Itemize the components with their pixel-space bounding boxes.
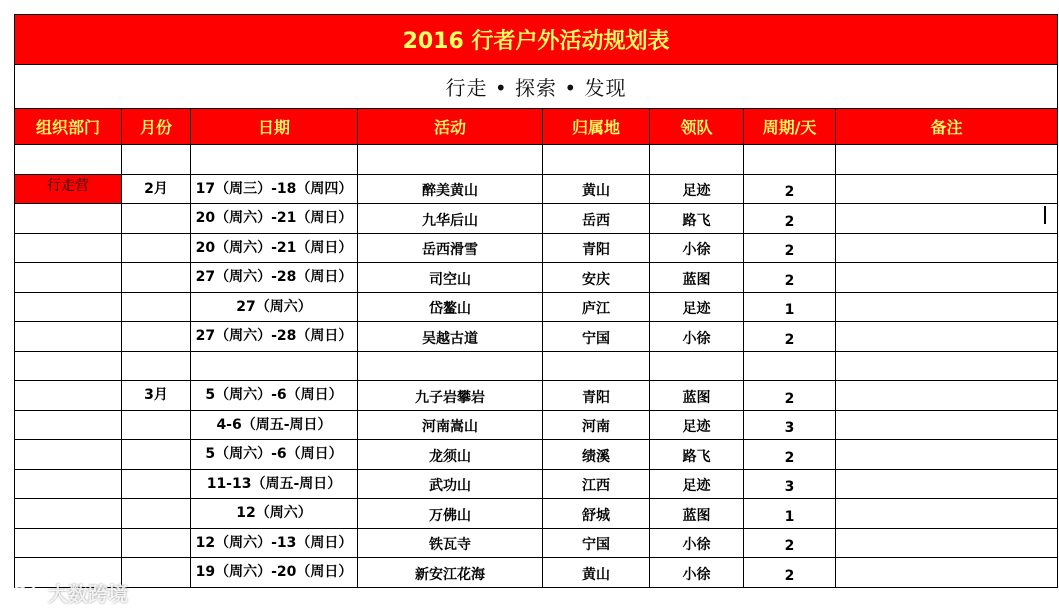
cell-notes[interactable] [836, 528, 1058, 558]
cell-dept[interactable] [15, 381, 122, 411]
cell-days[interactable] [744, 145, 836, 175]
cell-date[interactable]: 11-13（周五-周日） [191, 469, 358, 499]
cell-notes[interactable] [836, 440, 1058, 470]
cell-dept[interactable] [15, 440, 122, 470]
cell-days[interactable]: 2 [744, 263, 836, 293]
cell-dept[interactable] [15, 499, 122, 529]
cell-days[interactable]: 2 [744, 381, 836, 411]
header-leader[interactable]: 领队 [650, 109, 744, 145]
cell-days[interactable]: 2 [744, 174, 836, 204]
header-days[interactable]: 周期/天 [744, 109, 836, 145]
table-row [15, 292, 1058, 322]
cell-days[interactable]: 3 [744, 469, 836, 499]
sheet-title[interactable]: 2016 行者户外活动规划表 [15, 15, 1058, 65]
cell-location[interactable]: 舒城 [543, 499, 650, 529]
cell-notes[interactable] [836, 499, 1058, 529]
table-row [15, 233, 1058, 263]
cell-activity[interactable]: 龙须山 [358, 440, 543, 470]
cell-dept[interactable] [15, 233, 122, 263]
cell-location[interactable] [543, 351, 650, 381]
cell-notes[interactable] [836, 381, 1058, 411]
cell-location[interactable]: 庐江 [543, 292, 650, 322]
cell-location[interactable]: 安庆 [543, 263, 650, 293]
cell-days[interactable] [744, 351, 836, 381]
cell-notes[interactable] [836, 204, 1058, 234]
cell-leader[interactable] [650, 145, 744, 175]
cell-date[interactable]: 5（周六）-6（周日） [191, 381, 358, 411]
cell-days[interactable]: 2 [744, 233, 836, 263]
header-dept[interactable]: 组织部门 [15, 109, 122, 145]
cell-days[interactable]: 2 [744, 204, 836, 234]
sheet-subtitle[interactable]: 行走 • 探索 • 发现 [15, 65, 1058, 109]
cell-dept[interactable] [15, 145, 122, 175]
cell-notes[interactable] [836, 351, 1058, 381]
cell-activity[interactable]: 司空山 [358, 263, 543, 293]
cell-date[interactable]: 20（周六）-21（周日） [191, 233, 358, 263]
cell-month[interactable] [122, 410, 191, 440]
cell-days[interactable]: 2 [744, 440, 836, 470]
cell-location[interactable]: 青阳 [543, 233, 650, 263]
cell-days[interactable]: 2 [744, 528, 836, 558]
cell-month[interactable] [122, 292, 191, 322]
cell-leader[interactable]: 足迹 [650, 292, 744, 322]
table-row [15, 499, 1058, 529]
cell-dept[interactable] [15, 469, 122, 499]
cell-location[interactable]: 宁国 [543, 322, 650, 352]
cell-date[interactable] [191, 351, 358, 381]
cell-dept[interactable] [15, 351, 122, 381]
cloud-logo-icon [8, 582, 42, 604]
cell-month[interactable] [122, 469, 191, 499]
header-location[interactable]: 归属地 [543, 109, 650, 145]
cell-notes[interactable] [836, 145, 1058, 175]
table-row [15, 204, 1058, 234]
cell-date[interactable]: 17（周三）-18（周四） [191, 174, 358, 204]
header-row [15, 109, 1058, 145]
cell-month[interactable] [122, 351, 191, 381]
cell-location[interactable]: 宁国 [543, 528, 650, 558]
cell-days[interactable]: 2 [744, 558, 836, 588]
cell-month[interactable] [122, 204, 191, 234]
cell-date[interactable]: 5（周六）-6（周日） [191, 440, 358, 470]
cell-date[interactable]: 20（周六）-21（周日） [191, 204, 358, 234]
cell-month[interactable] [122, 558, 191, 588]
watermark-text: 大数跨境 [48, 582, 128, 606]
cell-leader[interactable]: 蓝图 [650, 381, 744, 411]
cell-dept[interactable] [15, 292, 122, 322]
table-row [15, 174, 1058, 204]
cell-activity[interactable] [358, 145, 543, 175]
cell-notes[interactable] [836, 322, 1058, 352]
text-cursor [1044, 206, 1046, 224]
cell-days[interactable]: 3 [744, 410, 836, 440]
table-row [15, 440, 1058, 470]
cell-leader[interactable]: 蓝图 [650, 263, 744, 293]
cell-leader[interactable]: 小徐 [650, 233, 744, 263]
cell-location[interactable] [543, 145, 650, 175]
cell-date[interactable]: 12（周六）-13（周日） [191, 528, 358, 558]
cell-leader[interactable]: 足迹 [650, 469, 744, 499]
cell-activity[interactable]: 岱鳌山 [358, 292, 543, 322]
cell-leader[interactable]: 路飞 [650, 204, 744, 234]
cell-activity[interactable]: 新安江花海 [358, 558, 543, 588]
cell-date[interactable] [191, 145, 358, 175]
cell-location[interactable]: 青阳 [543, 381, 650, 411]
cell-month[interactable] [122, 322, 191, 352]
cell-notes[interactable] [836, 469, 1058, 499]
cell-month[interactable] [122, 499, 191, 529]
cell-notes[interactable] [836, 558, 1058, 588]
cell-month[interactable] [122, 440, 191, 470]
table-row [15, 469, 1058, 499]
table-row [15, 381, 1058, 411]
cell-dept[interactable] [15, 322, 122, 352]
cell-leader[interactable]: 足迹 [650, 174, 744, 204]
cell-activity[interactable]: 万佛山 [358, 499, 543, 529]
cell-dept[interactable] [15, 204, 122, 234]
table-row [15, 263, 1058, 293]
cell-activity[interactable]: 九子岩攀岩 [358, 381, 543, 411]
cell-date[interactable]: 12（周六） [191, 499, 358, 529]
cell-leader[interactable]: 路飞 [650, 440, 744, 470]
cell-date[interactable]: 27（周六） [191, 292, 358, 322]
cell-activity[interactable] [358, 351, 543, 381]
cell-leader[interactable]: 小徐 [650, 528, 744, 558]
cell-leader[interactable]: 足迹 [650, 410, 744, 440]
cell-activity[interactable]: 河南嵩山 [358, 410, 543, 440]
cell-dept[interactable] [15, 263, 122, 293]
cell-notes[interactable] [836, 233, 1058, 263]
cell-month[interactable] [122, 145, 191, 175]
table-row [15, 528, 1058, 558]
cell-notes[interactable] [836, 292, 1058, 322]
header-activity[interactable]: 活动 [358, 109, 543, 145]
cell-location[interactable]: 绩溪 [543, 440, 650, 470]
cell-dept[interactable] [15, 528, 122, 558]
cell-date[interactable]: 27（周六）-28（周日） [191, 263, 358, 293]
watermark [8, 578, 128, 607]
table-row [15, 558, 1058, 588]
header-date[interactable]: 日期 [191, 109, 358, 145]
cell-date[interactable]: 4-6（周五-周日） [191, 410, 358, 440]
cell-activity[interactable]: 铁瓦寺 [358, 528, 543, 558]
cell-notes[interactable] [836, 263, 1058, 293]
cell-location[interactable]: 黄山 [543, 174, 650, 204]
table-row [15, 145, 1058, 175]
cell-days[interactable]: 2 [744, 322, 836, 352]
cell-date[interactable]: 27（周六）-28（周日） [191, 322, 358, 352]
cell-activity[interactable]: 醉美黄山 [358, 174, 543, 204]
cell-location[interactable]: 江西 [543, 469, 650, 499]
table-row [15, 322, 1058, 352]
table-row [15, 351, 1058, 381]
cell-activity[interactable]: 岳西滑雪 [358, 233, 543, 263]
cell-leader[interactable]: 小徐 [650, 558, 744, 588]
header-notes[interactable]: 备注 [836, 109, 1058, 145]
cell-month[interactable] [122, 528, 191, 558]
cell-month[interactable] [122, 233, 191, 263]
cell-dept[interactable] [15, 410, 122, 440]
cell-month[interactable] [122, 263, 191, 293]
cell-activity[interactable]: 武功山 [358, 469, 543, 499]
cell-date[interactable]: 19（周六）-20（周日） [191, 558, 358, 588]
cell-activity[interactable]: 吴越古道 [358, 322, 543, 352]
cell-leader[interactable]: 蓝图 [650, 499, 744, 529]
cell-notes[interactable] [836, 410, 1058, 440]
cell-dept[interactable]: 行走营 [15, 174, 122, 204]
cell-month[interactable]: 2月 [122, 174, 191, 204]
cell-days[interactable]: 1 [744, 499, 836, 529]
cell-activity[interactable]: 九华后山 [358, 204, 543, 234]
header-month[interactable]: 月份 [122, 109, 191, 145]
cell-location[interactable]: 岳西 [543, 204, 650, 234]
cell-location[interactable]: 黄山 [543, 558, 650, 588]
cell-leader[interactable]: 小徐 [650, 322, 744, 352]
cell-location[interactable]: 河南 [543, 410, 650, 440]
activity-plan-table [14, 14, 1058, 588]
cell-month[interactable]: 3月 [122, 381, 191, 411]
cell-days[interactable]: 1 [744, 292, 836, 322]
cell-leader[interactable] [650, 351, 744, 381]
table-row [15, 410, 1058, 440]
cell-notes[interactable] [836, 174, 1058, 204]
